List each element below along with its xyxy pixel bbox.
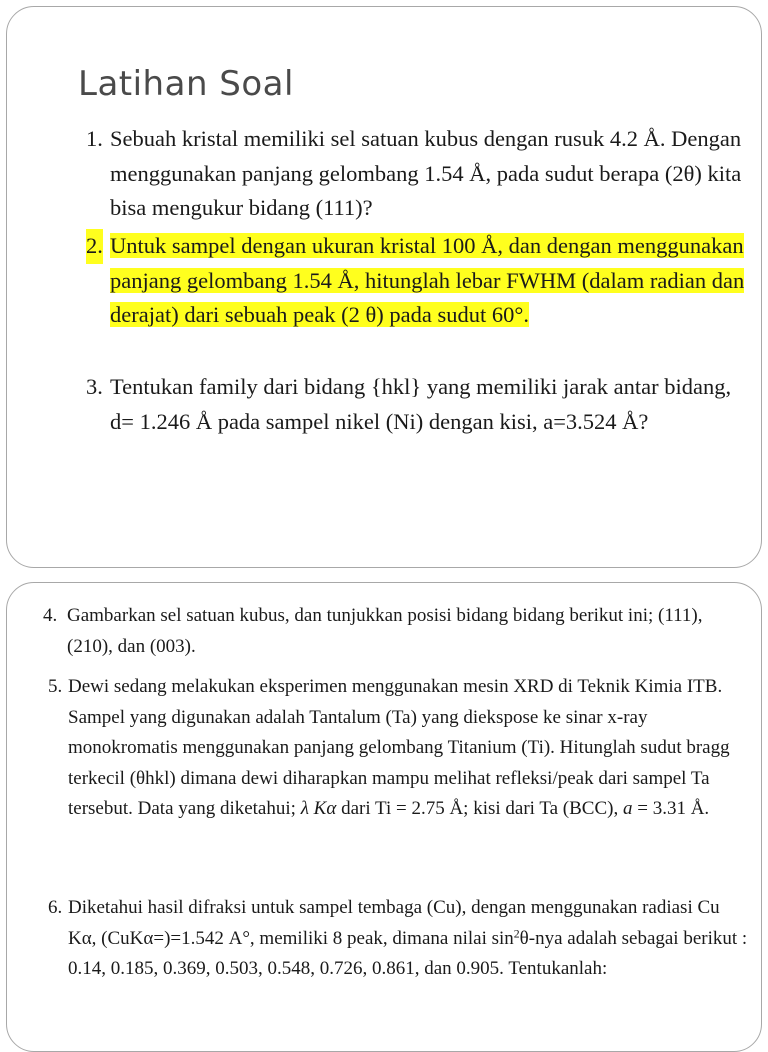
question-2-highlighted: [86, 229, 746, 333]
question-1: [86, 122, 746, 226]
question-4: [43, 601, 743, 662]
question-text: Gambarkan sel satuan kubus, dan tunjukkan posisi bidang bidang berikut ini; (111), (210), dan (003).: [67, 605, 703, 657]
question-6: [48, 893, 748, 985]
question-5: [48, 672, 748, 825]
question-text: Diketahui hasil difraksi untuk sampel tembaga (Cu), dengan menggunakan radiasi Cu Kα, (CuKα=)=1.542 A°, memiliki 8 peak, dimana nilai $\sin^2\theta$-nya adalah sebagai berikut : 0.14, 0.185, 0.369, 0.503, 0.548, 0.726, 0.861, dan 0.905. Tentukanlah:: [68, 897, 748, 979]
lambda-symbol: λ Kα: [300, 798, 337, 819]
question-text: Dewi sedang melakukan eksperimen menggunakan mesin XRD di Teknik Kimia ITB. Sampel yang digunakan adalah Tantalum (Ta) yang diekspose ke sinar x-ray monokromatis menggunakan panjang gelombang Titanium (Ti). Hitunglah sudut bragg terkecil (θhkl) dimana dewi diharapkan mampu melihat refleksi/peak dari sampel Ta tersebut. Data yang diketahui; λ Kα dari Ti = 2.75 Å; kisi dari Ta (BCC), a = 3.31 Å.: [68, 676, 730, 819]
superscript: 2: [513, 927, 520, 941]
question-3: [86, 370, 746, 439]
question-text: Sebuah kristal memiliki sel satuan kubus dengan rusuk 4.2 Å. Dengan menggunakan panjang gelombang 1.54 Å, pada sudut berapa (2θ) kita bisa mengukur bidang (111)?: [110, 126, 742, 220]
question-text: Tentukan family dari bidang {hkl} yang memiliki jarak antar bidang, d= 1.246 Å pada sampel nikel (Ni) dengan kisi, a=3.524 Å?: [110, 374, 732, 434]
question-number: 2.: [86, 229, 103, 264]
question-number: 6.: [48, 897, 63, 918]
question-number: 5.: [48, 676, 63, 697]
question-number: 3.: [86, 374, 103, 399]
question-text: Untuk sampel dengan ukuran kristal 100 Å, dan dengan menggunakan panjang gelombang 1.54 Å, hitunglah lebar FWHM (dalam radian dan derajat) dari sebuah peak (2 θ) pada sudut 60°.: [110, 233, 745, 327]
question-number: 4.: [43, 605, 58, 626]
lattice-symbol: a: [622, 798, 633, 819]
slide-title: Latihan Soal: [78, 64, 294, 104]
question-number: 1.: [86, 126, 103, 151]
